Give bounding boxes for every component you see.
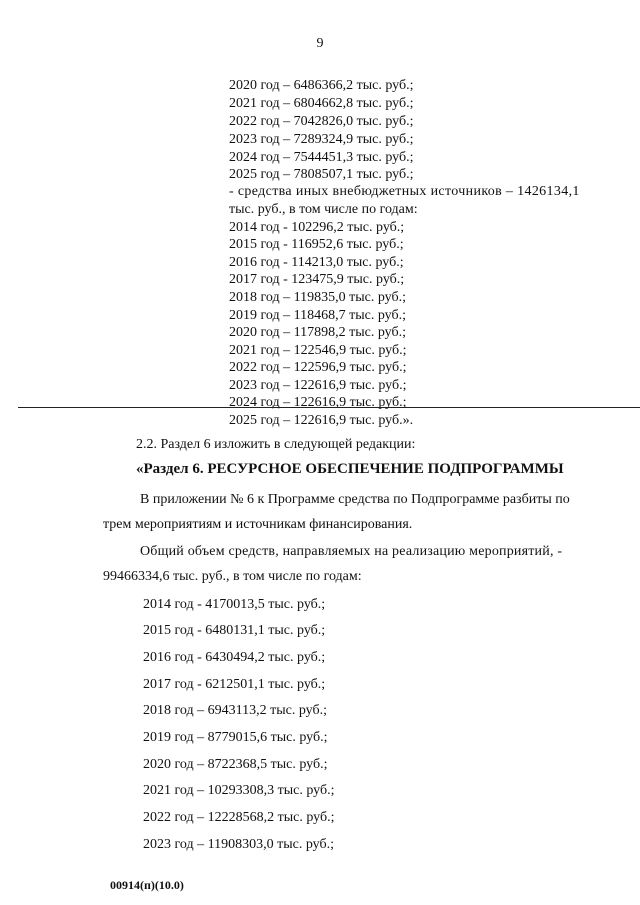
- list-item: 2021 год – 10293308,3 тыс. руб.;: [143, 783, 335, 798]
- list-item: 2023 год – 11908303,0 тыс. руб.;: [143, 837, 334, 852]
- list-item: 2025 год – 7808507,1 тыс. руб.;: [229, 167, 414, 182]
- list-item: 2022 год – 122596,9 тыс. руб.;: [229, 360, 407, 375]
- list-item: 2018 год – 6943113,2 тыс. руб.;: [143, 703, 327, 718]
- paragraph-line: В приложении № 6 к Программе средства по Подпрограмме разбиты по: [140, 492, 570, 507]
- list-item: 2016 год - 114213,0 тыс. руб.;: [229, 255, 404, 270]
- list-item: 2020 год – 8722368,5 тыс. руб.;: [143, 757, 328, 772]
- paragraph-line: трем мероприятиям и источникам финансирования.: [103, 517, 413, 532]
- list-item: 2019 год – 118468,7 тыс. руб.;: [229, 308, 406, 323]
- list-item: 2015 год - 6480131,1 тыс. руб.;: [143, 623, 326, 638]
- list-item: 2022 год – 7042826,0 тыс. руб.;: [229, 114, 414, 129]
- list-item: 2024 год – 122616,9 тыс. руб.;: [229, 395, 407, 410]
- list-item: 2014 год - 4170013,5 тыс. руб.;: [143, 597, 326, 612]
- list-item: 2014 год - 102296,2 тыс. руб.;: [229, 220, 405, 235]
- clause-text: 2.2. Раздел 6 изложить в следующей редакции:: [136, 437, 416, 452]
- list-item: 2017 год - 123475,9 тыс. руб.;: [229, 272, 405, 287]
- list-item: 2022 год – 12228568,2 тыс. руб.;: [143, 810, 335, 825]
- section-heading: «Раздел 6. РЕСУРСНОЕ ОБЕСПЕЧЕНИЕ ПОДПРОГРАММЫ: [136, 461, 564, 477]
- list-item: 2019 год – 8779015,6 тыс. руб.;: [143, 730, 328, 745]
- list-item: 2021 год – 6804662,8 тыс. руб.;: [229, 96, 414, 111]
- list-item: 2017 год - 6212501,1 тыс. руб.;: [143, 677, 326, 692]
- list-item: 2024 год – 7544451,3 тыс. руб.;: [229, 150, 414, 165]
- list-item: 2016 год - 6430494,2 тыс. руб.;: [143, 650, 326, 665]
- list-item: 2023 год – 122616,9 тыс. руб.;: [229, 378, 407, 393]
- list-item: 2023 год – 7289324,9 тыс. руб.;: [229, 132, 414, 147]
- list-item: 2020 год – 6486366,2 тыс. руб.;: [229, 78, 414, 93]
- list-item: 2025 год – 122616,9 тыс. руб.».: [229, 413, 414, 428]
- list-item: 2018 год – 119835,0 тыс. руб.;: [229, 290, 406, 305]
- document-code: 00914(п)(10.0): [110, 878, 184, 892]
- list-item: тыс. руб., в том числе по годам:: [229, 202, 418, 217]
- list-item: 2015 год - 116952,6 тыс. руб.;: [229, 237, 404, 252]
- page-number: 9: [316, 36, 324, 51]
- paragraph-line: Общий объем средств, направляемых на реализацию мероприятий, -: [140, 544, 563, 559]
- list-item: 2021 год – 122546,9 тыс. руб.;: [229, 343, 407, 358]
- paragraph-line: 99466334,6 тыс. руб., в том числе по годам:: [103, 569, 362, 584]
- list-item: - средства иных внебюджетных источников – 1426134,1: [229, 184, 580, 199]
- horizontal-rule: [18, 407, 640, 408]
- list-item: 2020 год – 117898,2 тыс. руб.;: [229, 325, 406, 340]
